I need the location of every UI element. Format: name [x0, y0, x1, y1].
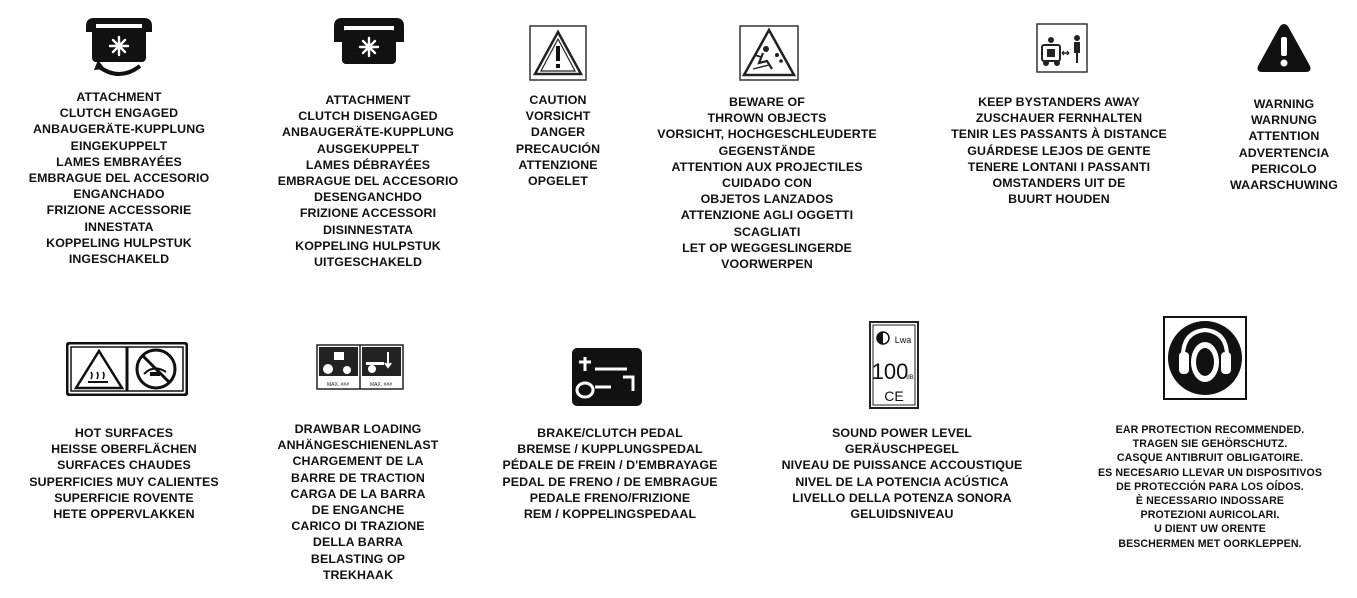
caption-line: ES NECESARIO LLEVAR UN DISPOSITIVOS: [1097, 466, 1323, 479]
caption-line: ANBAUGERÄTE-KUPPLUNG: [32, 122, 206, 137]
thrown-objects-icon: [739, 25, 799, 81]
caption-line: EAR PROTECTION RECOMMENDED.: [1115, 424, 1305, 436]
brake-clutch-pedal-icon: [571, 347, 643, 407]
ear-protection-icon: [1163, 316, 1247, 400]
caption-line: NIVEAU DE PUISSANCE ACCOUSTIQUE: [781, 458, 1023, 473]
sound-icon-value: 100: [871, 359, 909, 384]
caption-line: NIVEL DE LA POTENCIA ACÚSTICA: [795, 474, 1009, 489]
caption-line: EMBRAGUE DEL ACCESORIO: [277, 174, 459, 189]
caption-line: HOT SURFACES: [74, 426, 174, 440]
caption-line: PEDAL DE FRENO / DE EMBRAGUE: [502, 474, 718, 489]
caption-line: BRAKE/CLUTCH PEDAL: [537, 426, 683, 440]
caption-line: LIVELLO DELLA POTENZA SONORA: [792, 490, 1012, 505]
caption-line: VORSICHT, HOCHGESCHLEUDERTE: [657, 127, 877, 142]
caption-line: È NECESSARIO INDOSSARE: [1135, 495, 1285, 508]
caption-line: FRIZIONE ACCESSORI: [299, 206, 437, 221]
caption-line: TENIR LES PASSANTS À DISTANCE: [951, 127, 1167, 142]
caption-line: CASQUE ANTIBRUIT OBLIGATOIRE.: [1116, 452, 1304, 465]
caption-line: HETE OPPERVLAKKEN: [53, 507, 195, 522]
keep-bystanders-away-icon: [1036, 23, 1088, 73]
caption-line: GERÄUSCHPEGEL: [844, 442, 960, 457]
caption-line: DANGER: [530, 125, 586, 140]
drawbar-icon-label: MAX. ###: [370, 382, 392, 388]
caption-line: PERICOLO: [1251, 161, 1317, 176]
caption-line: TENERE LONTANI I PASSANTI: [967, 159, 1151, 174]
caption-brake-clutch-pedal: [502, 425, 717, 522]
sound-power-level-icon: [869, 321, 919, 409]
caption-line: DRAWBAR LOADING: [294, 422, 422, 436]
warning-triangle-icon: [1256, 22, 1312, 74]
caption-line: TRAGEN SIE GEHÖRSCHUTZ.: [1132, 438, 1288, 451]
caption-drawbar-loading: [278, 421, 439, 583]
caption-line: BUURT HOUDEN: [1008, 192, 1110, 207]
caption-line: UITGESCHAKELD: [313, 255, 422, 270]
caption-hot-surfaces: [29, 425, 219, 522]
caption-line: LAMES DÉBRAYÉES: [305, 157, 431, 172]
caption-ear-protection: [1098, 423, 1322, 551]
caption-line: ATTENZIONE AGLI OGGETTI: [680, 208, 854, 223]
caption-sound-power-level: [782, 425, 1023, 522]
caption-attachment-engaged: [29, 89, 210, 267]
caption-line: SURFACES CHAUDES: [57, 458, 191, 473]
caption-line: PEDALE FRENO/FRIZIONE: [529, 490, 691, 505]
caption-line: ZUSCHAUER FERNHALTEN: [975, 111, 1143, 126]
caption-line: OMSTANDERS UIT DE: [992, 176, 1126, 191]
caption-line: TREKHAAK: [322, 567, 394, 582]
caption-keep-bystanders-away: [951, 94, 1167, 207]
caption-line: ANBAUGERÄTE-KUPPLUNG: [281, 125, 455, 140]
caption-line: EINGEKUPPELT: [70, 138, 168, 153]
caption-line: KOPPELING HULPSTUK: [46, 235, 192, 250]
caption-line: GELUIDSNIVEAU: [850, 507, 954, 522]
caption-line: CHARGEMENT DE LA: [292, 454, 424, 469]
caption-line: DE ENGANCHE: [311, 503, 405, 518]
caption-line: CLUTCH DISENGAGED: [298, 109, 438, 124]
caption-line: HEISSE OBERFLÄCHEN: [51, 442, 197, 457]
caption-line: U DIENT UW ORENTE: [1154, 523, 1266, 536]
caption-line: BARRE DE TRACTION: [291, 470, 425, 485]
caution-triangle-icon: [529, 25, 587, 81]
caption-line: VORSICHT: [525, 109, 591, 124]
ce-mark: CE: [884, 388, 904, 404]
caption-line: LAMES EMBRAYÉES: [56, 154, 182, 169]
caption-line: ANHÄNGESCHIENENLAST: [277, 438, 439, 453]
caption-line: BELASTING OP: [310, 551, 406, 566]
caption-caution: [516, 92, 600, 189]
caption-line: THROWN OBJECTS: [707, 111, 827, 126]
caption-line: SCAGLIATI: [733, 224, 801, 239]
drawbar-loading-icon: [316, 344, 404, 390]
caption-line: SUPERFICIE ROVENTE: [54, 490, 194, 505]
caption-line: OPGELET: [528, 174, 588, 189]
caption-line: ATTACHMENT: [325, 93, 411, 107]
caption-line: LET OP WEGGESLINGERDE: [682, 240, 852, 255]
caption-line: PROTEZIONI AURICOLARI.: [1140, 509, 1280, 522]
caption-line: WARNING: [1253, 97, 1315, 111]
caption-line: SOUND POWER LEVEL: [831, 426, 973, 440]
caption-line: WAARSCHUWING: [1230, 178, 1338, 193]
caption-line: GEGENSTÄNDE: [718, 143, 816, 158]
caption-line: ATTACHMENT: [76, 90, 162, 104]
caption-line: DISINNESTATA: [322, 222, 413, 237]
attachment-disengaged-icon: [328, 14, 410, 70]
caption-line: BESCHERMEN MET OORKLEPPEN.: [1118, 537, 1302, 550]
caption-line: DESENGANCHDO: [314, 190, 422, 205]
caption-line: VOORWERPEN: [721, 257, 813, 272]
sound-icon-db: dB: [906, 375, 914, 381]
caption-line: BEWARE OF: [729, 95, 805, 109]
caption-line: INGESCHAKELD: [68, 252, 170, 267]
caption-line: CARICO DI TRAZIONE: [291, 519, 425, 534]
caption-line: PÉDALE DE FREIN / D'EMBRAYAGE: [502, 458, 718, 473]
caption-line: REM / KOPPELINGSPEDAAL: [523, 507, 697, 522]
caption-line: KEEP BYSTANDERS AWAY: [978, 95, 1140, 109]
caption-line: BREMSE / KUPPLUNGSPEDAL: [517, 442, 703, 457]
caption-warning: [1230, 96, 1338, 193]
caption-line: PRECAUCIÓN: [515, 141, 601, 156]
caption-line: OBJETOS LANZADOS: [700, 192, 834, 207]
caption-line: ADVERTENCIA: [1238, 145, 1330, 160]
caption-line: GUÁRDESE LEJOS DE GENTE: [967, 143, 1151, 158]
caption-line: CLUTCH ENGAGED: [59, 106, 179, 121]
sound-icon-lwa: Lwa: [894, 335, 912, 345]
caption-line: DE PROTECCIÓN PARA LOS OÍDOS.: [1116, 480, 1304, 493]
caption-attachment-disengaged: [278, 92, 459, 270]
caption-line: AUSGEKUPPELT: [316, 141, 420, 156]
caption-line: FRIZIONE ACCESSORIE: [46, 203, 192, 218]
caption-line: CUIDADO CON: [722, 176, 812, 191]
caption-line: CAUTION: [529, 93, 587, 107]
caption-line: KOPPELING HULPSTUK: [295, 238, 441, 253]
caption-line: DELLA BARRA: [312, 535, 404, 550]
caption-line: INNESTATA: [84, 219, 154, 234]
caption-line: WARNUNG: [1250, 113, 1318, 128]
caption-line: SUPERFICIES MUY CALIENTES: [29, 474, 219, 489]
hot-surfaces-icon: [66, 342, 188, 396]
drawbar-icon-label: MAX. ###: [327, 382, 349, 388]
caption-line: CARGA DE LA BARRA: [290, 486, 426, 501]
caption-line: ATTENTION AUX PROJECTILES: [671, 159, 863, 174]
caption-line: ATTENTION: [1248, 129, 1320, 144]
caption-thrown-objects: [657, 94, 877, 272]
caption-line: ENGANCHADO: [73, 187, 165, 202]
attachment-engaged-icon: [78, 12, 160, 80]
caption-line: EMBRAGUE DEL ACCESORIO: [28, 171, 210, 186]
caption-line: ATTENZIONE: [518, 157, 598, 172]
